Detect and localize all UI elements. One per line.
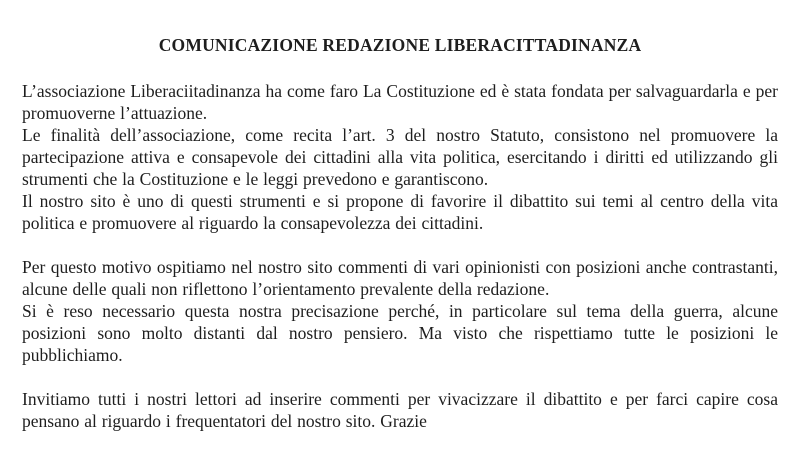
paragraph: Le finalità dell’associazione, come recita l’art. 3 del nostro Statuto, consistono nel promuovere la partecipazione attiva e consapevole dei cittadini alla vita politica, esercitando i diritti ed utilizzando gli strumenti che la Costituzione e le leggi prevedono e garantiscono. <box>22 125 778 189</box>
paragraph-group-invito <box>22 388 778 432</box>
paragraph-group-intro <box>22 80 778 234</box>
document-title: COMUNICAZIONE REDAZIONE LIBERACITTADINANZA <box>158 35 642 55</box>
paragraph: Si è reso necessario questa nostra precisazione perché, in particolare sul tema della guerra, alcune posizioni sono molto distanti dal nostro pensiero. Ma visto che rispettiamo tutte le posizioni le pubblichiamo. <box>22 301 778 365</box>
paragraph-group-precisazione <box>22 256 778 366</box>
paragraph: Invitiamo tutti i nostri lettori ad inserire commenti per vivacizzare il dibattito e per farci capire cosa pensano al riguardo i frequentatori del nostro sito. Grazie <box>22 389 778 431</box>
paragraph: Il nostro sito è uno di questi strumenti e si propone di favorire il dibattito sui temi al centro della vita politica e promuovere al riguardo la consapevolezza dei cittadini. <box>22 191 778 233</box>
paragraph: L’associazione Liberaciitadinanza ha come faro La Costituzione ed è stata fondata per salvaguardarla e per promuoverne l’attuazione. <box>22 81 778 123</box>
paragraph: Per questo motivo ospitiamo nel nostro sito commenti di vari opinionisti con posizioni anche contrastanti, alcune delle quali non riflettono l’orientamento prevalente della redazione. <box>22 257 778 299</box>
